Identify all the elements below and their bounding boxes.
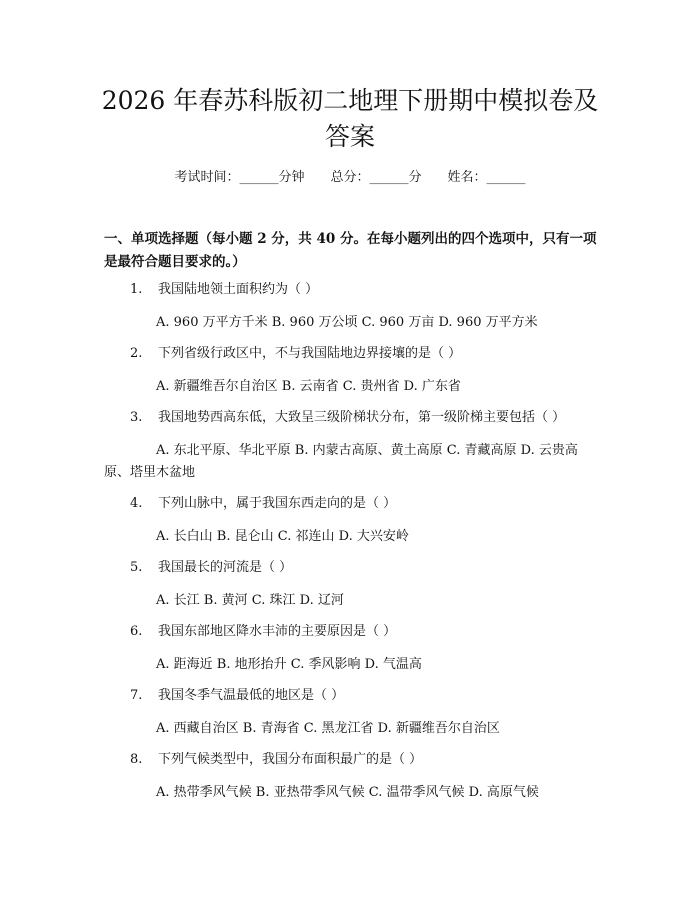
question-list <box>104 280 594 804</box>
student-name-field: 姓名：______ <box>447 170 526 185</box>
question-number: 6. <box>130 624 143 639</box>
question-item <box>104 750 594 804</box>
question-options: A. 东北平原、华北平原 B. 内蒙古高原、黄土高原 C. 青藏高原 D. 云贵高原、塔里木盆地 <box>104 443 578 480</box>
question-number: 2. <box>130 346 143 361</box>
question-stem: 我国东部地区降水丰沛的主要原因是（ ） <box>158 624 397 639</box>
question-number: 3. <box>130 410 143 425</box>
question-item <box>104 686 594 740</box>
question-stem: 我国地势西高东低，大致呈三级阶梯状分布，第一级阶梯主要包括（ ） <box>158 410 566 425</box>
exam-meta-line <box>0 168 700 188</box>
question-item <box>104 558 594 612</box>
question-stem: 下列气候类型中，我国分布面积最广的是（ ） <box>158 752 423 767</box>
question-stem: 我国陆地领土面积约为（ ） <box>158 282 319 297</box>
question-number: 7. <box>130 688 143 703</box>
question-number: 5. <box>130 560 143 575</box>
question-options: A. 西藏自治区 B. 青海省 C. 黑龙江省 D. 新疆维吾尔自治区 <box>156 721 500 736</box>
question-number: 1. <box>130 282 143 297</box>
question-stem: 下列省级行政区中，不与我国陆地边界接壤的是（ ） <box>158 346 462 361</box>
question-stem: 我国冬季气温最低的地区是（ ） <box>158 688 345 703</box>
question-item <box>104 408 594 484</box>
question-stem: 我国最长的河流是（ ） <box>158 560 293 575</box>
section-heading: 一、单项选择题（每小题 2 分，共 40 分。在每小题列出的四个选项中，只有一项是最符合题目要求的。） <box>104 231 597 270</box>
question-item <box>104 622 594 676</box>
question-number: 8. <box>130 752 143 767</box>
question-stem: 下列山脉中，属于我国东西走向的是（ ） <box>158 496 397 511</box>
question-item <box>104 494 594 548</box>
question-options: A. 960 万平方千米 B. 960 万公顷 C. 960 万亩 D. 960 万平方米 <box>156 315 538 330</box>
exam-time-field: 考试时间：______分钟 <box>174 170 305 185</box>
question-options: A. 热带季风气候 B. 亚热带季风气候 C. 温带季风气候 D. 高原气候 <box>156 785 539 800</box>
question-item <box>104 280 594 334</box>
question-options: A. 距海近 B. 地形抬升 C. 季风影响 D. 气温高 <box>156 657 422 672</box>
question-options: A. 长江 B. 黄河 C. 珠江 D. 辽河 <box>156 593 344 608</box>
question-options: A. 新疆维吾尔自治区 B. 云南省 C. 贵州省 D. 广东省 <box>156 379 461 394</box>
total-score-field: 总分：______分 <box>330 170 422 185</box>
question-options: A. 长白山 B. 昆仑山 C. 祁连山 D. 大兴安岭 <box>156 529 409 544</box>
document-title: 2026 年春苏科版初二地理下册期中模拟卷及答案 <box>101 86 599 151</box>
question-item <box>104 344 594 398</box>
question-number: 4. <box>130 496 143 511</box>
